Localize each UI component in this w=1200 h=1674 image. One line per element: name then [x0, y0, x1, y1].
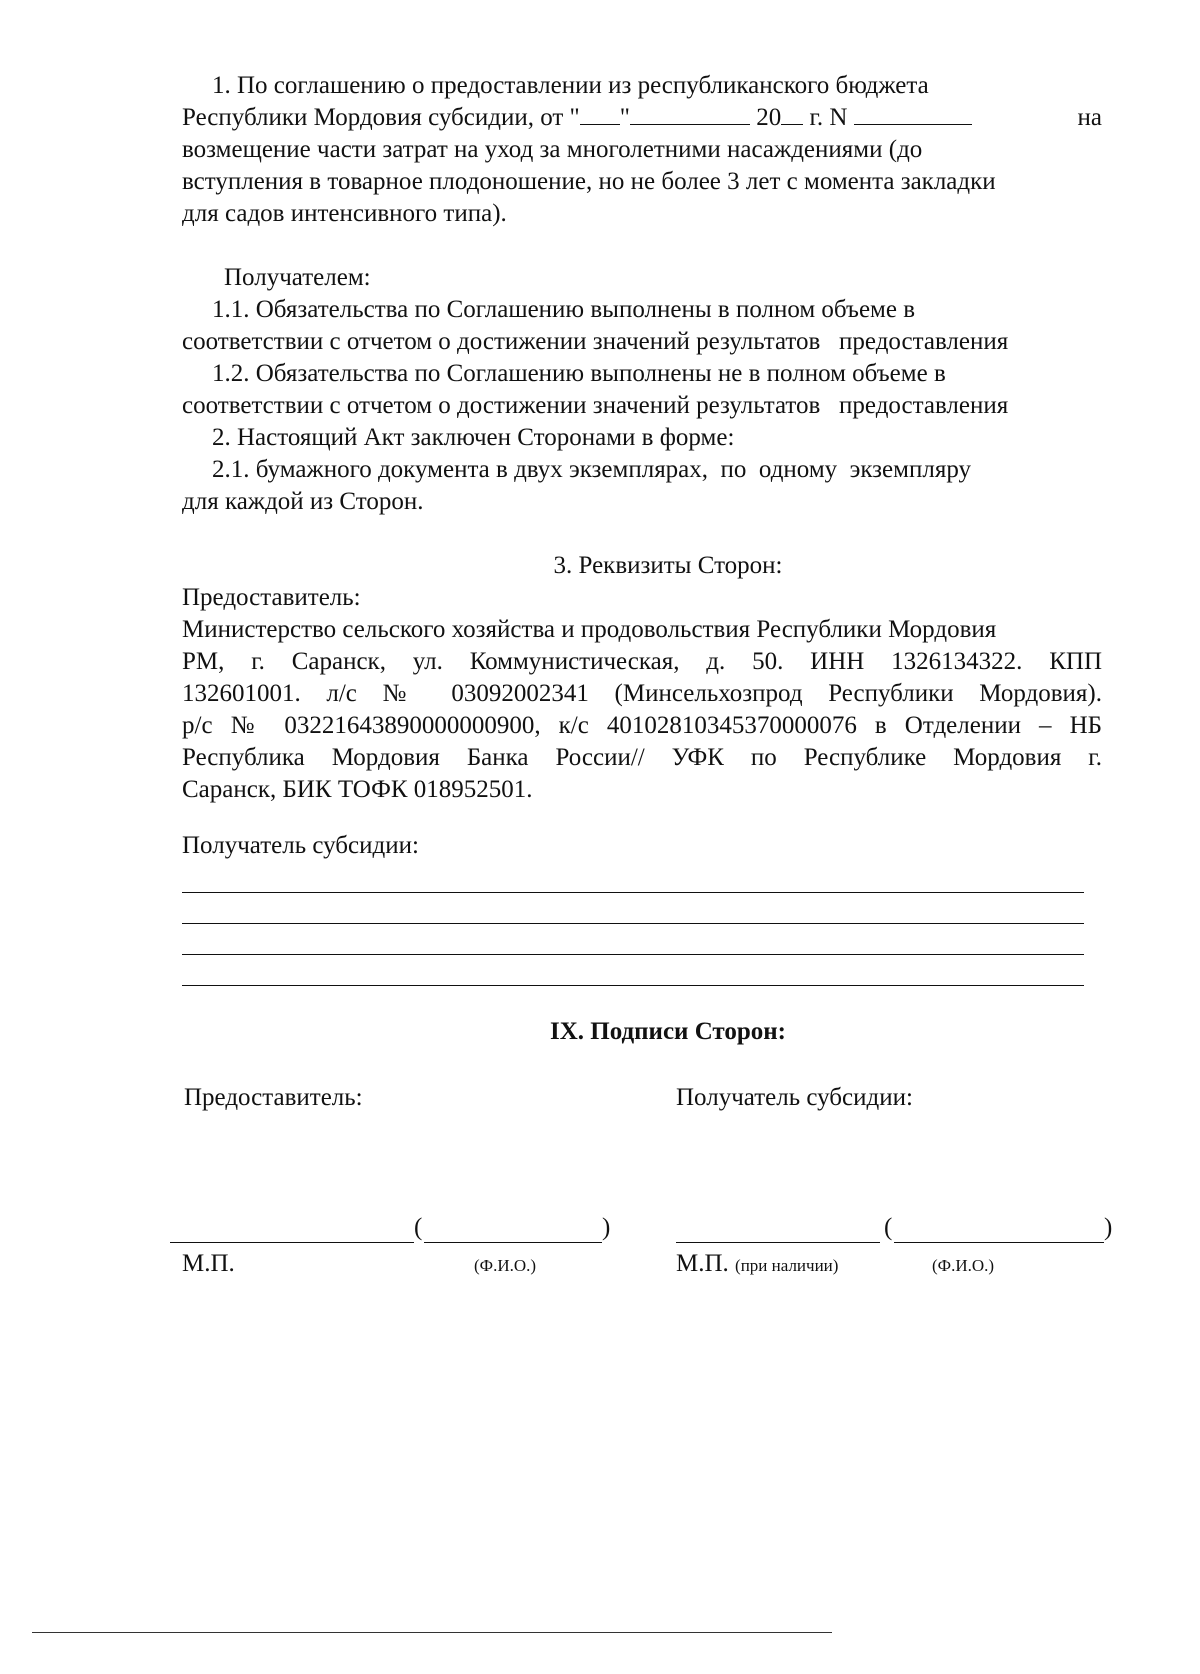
signature-row: [0, 1212, 1200, 1292]
recipient-name-line[interactable]: [894, 1242, 1104, 1243]
item-1-1-line-1: 1.1. Обязательства по Соглашению выполнены в полном объеме в: [212, 296, 916, 323]
section-3-title: 3. Реквизиты Сторон:: [553, 552, 783, 579]
recipient-paren-open: (: [884, 1214, 893, 1241]
item-1-2: [182, 358, 1102, 422]
item-2: 2. Настоящий Акт заключен Сторонами в форме:: [212, 424, 735, 451]
blank-line-1[interactable]: [182, 892, 1084, 893]
recipient-details-blank: [182, 892, 1102, 986]
item-1-1: [182, 294, 1102, 358]
page-bottom-rule: [32, 1632, 832, 1633]
provider-line-2: РМ, г. Саранск, ул. Коммунистическая, д. 50. ИНН 1326134322. КПП: [182, 648, 1102, 675]
agreement-line-4: вступления в товарное плодоношение, но не более 3 лет с момента закладки: [182, 168, 996, 195]
signature-labels: [182, 1082, 1102, 1114]
provider-line-6: Саранск, БИК ТОФК 018952501.: [182, 776, 533, 803]
recipient-fio-caption: (Ф.И.О.): [932, 1256, 995, 1275]
provider-line-4: р/с № 03221643890000000900, к/с 40102810345370000076 в Отделении – НБ: [182, 712, 1102, 739]
item-1-2-line-1: 1.2. Обязательства по Соглашению выполнены не в полном объеме в: [212, 360, 946, 387]
recipient-stamp-label: М.П. (при наличии): [676, 1250, 839, 1277]
provider-label: Предоставитель:: [182, 584, 361, 611]
item-1-1-line-2: соответствии с отчетом о достижении значений результатов предоставления: [182, 328, 1009, 355]
agreement-line-1: 1. По соглашению о предоставлении из республиканского бюджета: [212, 72, 929, 99]
item-1-2-line-2: соответствии с отчетом о достижении значений результатов предоставления: [182, 392, 1009, 419]
provider-stamp-label: М.П.: [182, 1250, 235, 1277]
document-body: [182, 70, 1102, 1114]
month-blank: [630, 102, 750, 125]
blank-line-4[interactable]: [182, 985, 1084, 986]
blank-line-3[interactable]: [182, 954, 1084, 955]
item-2-1: [182, 454, 1102, 518]
recipient-heading: Получателем:: [224, 264, 371, 291]
paragraph-agreement: [182, 70, 1102, 230]
provider-signature-line[interactable]: [170, 1242, 414, 1243]
provider-fio-caption: (Ф.И.О.): [474, 1256, 537, 1275]
provider-name-line[interactable]: [424, 1242, 602, 1243]
agreement-line-5: для садов интенсивного типа).: [182, 200, 507, 227]
sign-recipient-label: Получатель субсидии:: [676, 1084, 913, 1111]
provider-paren-close: ): [602, 1214, 611, 1241]
provider-paren-open: (: [414, 1214, 423, 1241]
spacer: [182, 518, 1102, 550]
provider-line-3: 132601001. л/с № 03092002341 (Минсельхозпрод Республики Мордовия).: [182, 680, 1102, 707]
item-2-1-line-2: для каждой из Сторон.: [182, 488, 424, 515]
recipient-label: Получатель субсидии:: [182, 832, 419, 859]
stamp-note: (при наличии): [735, 1256, 839, 1275]
sign-provider-label: Предоставитель:: [184, 1084, 363, 1111]
agreement-line-3: возмещение части затрат на уход за многолетними насаждениями (до: [182, 136, 923, 163]
provider-line-1: Министерство сельского хозяйства и продовольствия Республики Мордовия: [182, 616, 997, 643]
number-blank: [854, 102, 972, 125]
year-blank: [781, 102, 803, 125]
spacer: [182, 806, 1102, 830]
day-blank: [580, 102, 620, 125]
provider-details: [182, 614, 1102, 806]
recipient-paren-close: ): [1104, 1214, 1113, 1241]
agreement-line-2: Республики Мордовия субсидии, от " " 20 г. N на: [182, 104, 1102, 131]
blank-line-2[interactable]: [182, 923, 1084, 924]
spacer: [182, 230, 1102, 262]
item-2-1-line-1: 2.1. бумажного документа в двух экземплярах, по одному экземпляру: [212, 456, 971, 483]
recipient-signature-line[interactable]: [676, 1242, 880, 1243]
provider-line-5: Республика Мордовия Банка России// УФК по Республике Мордовия г.: [182, 744, 1102, 771]
signatures-title: IX. Подписи Сторон:: [549, 1018, 787, 1045]
